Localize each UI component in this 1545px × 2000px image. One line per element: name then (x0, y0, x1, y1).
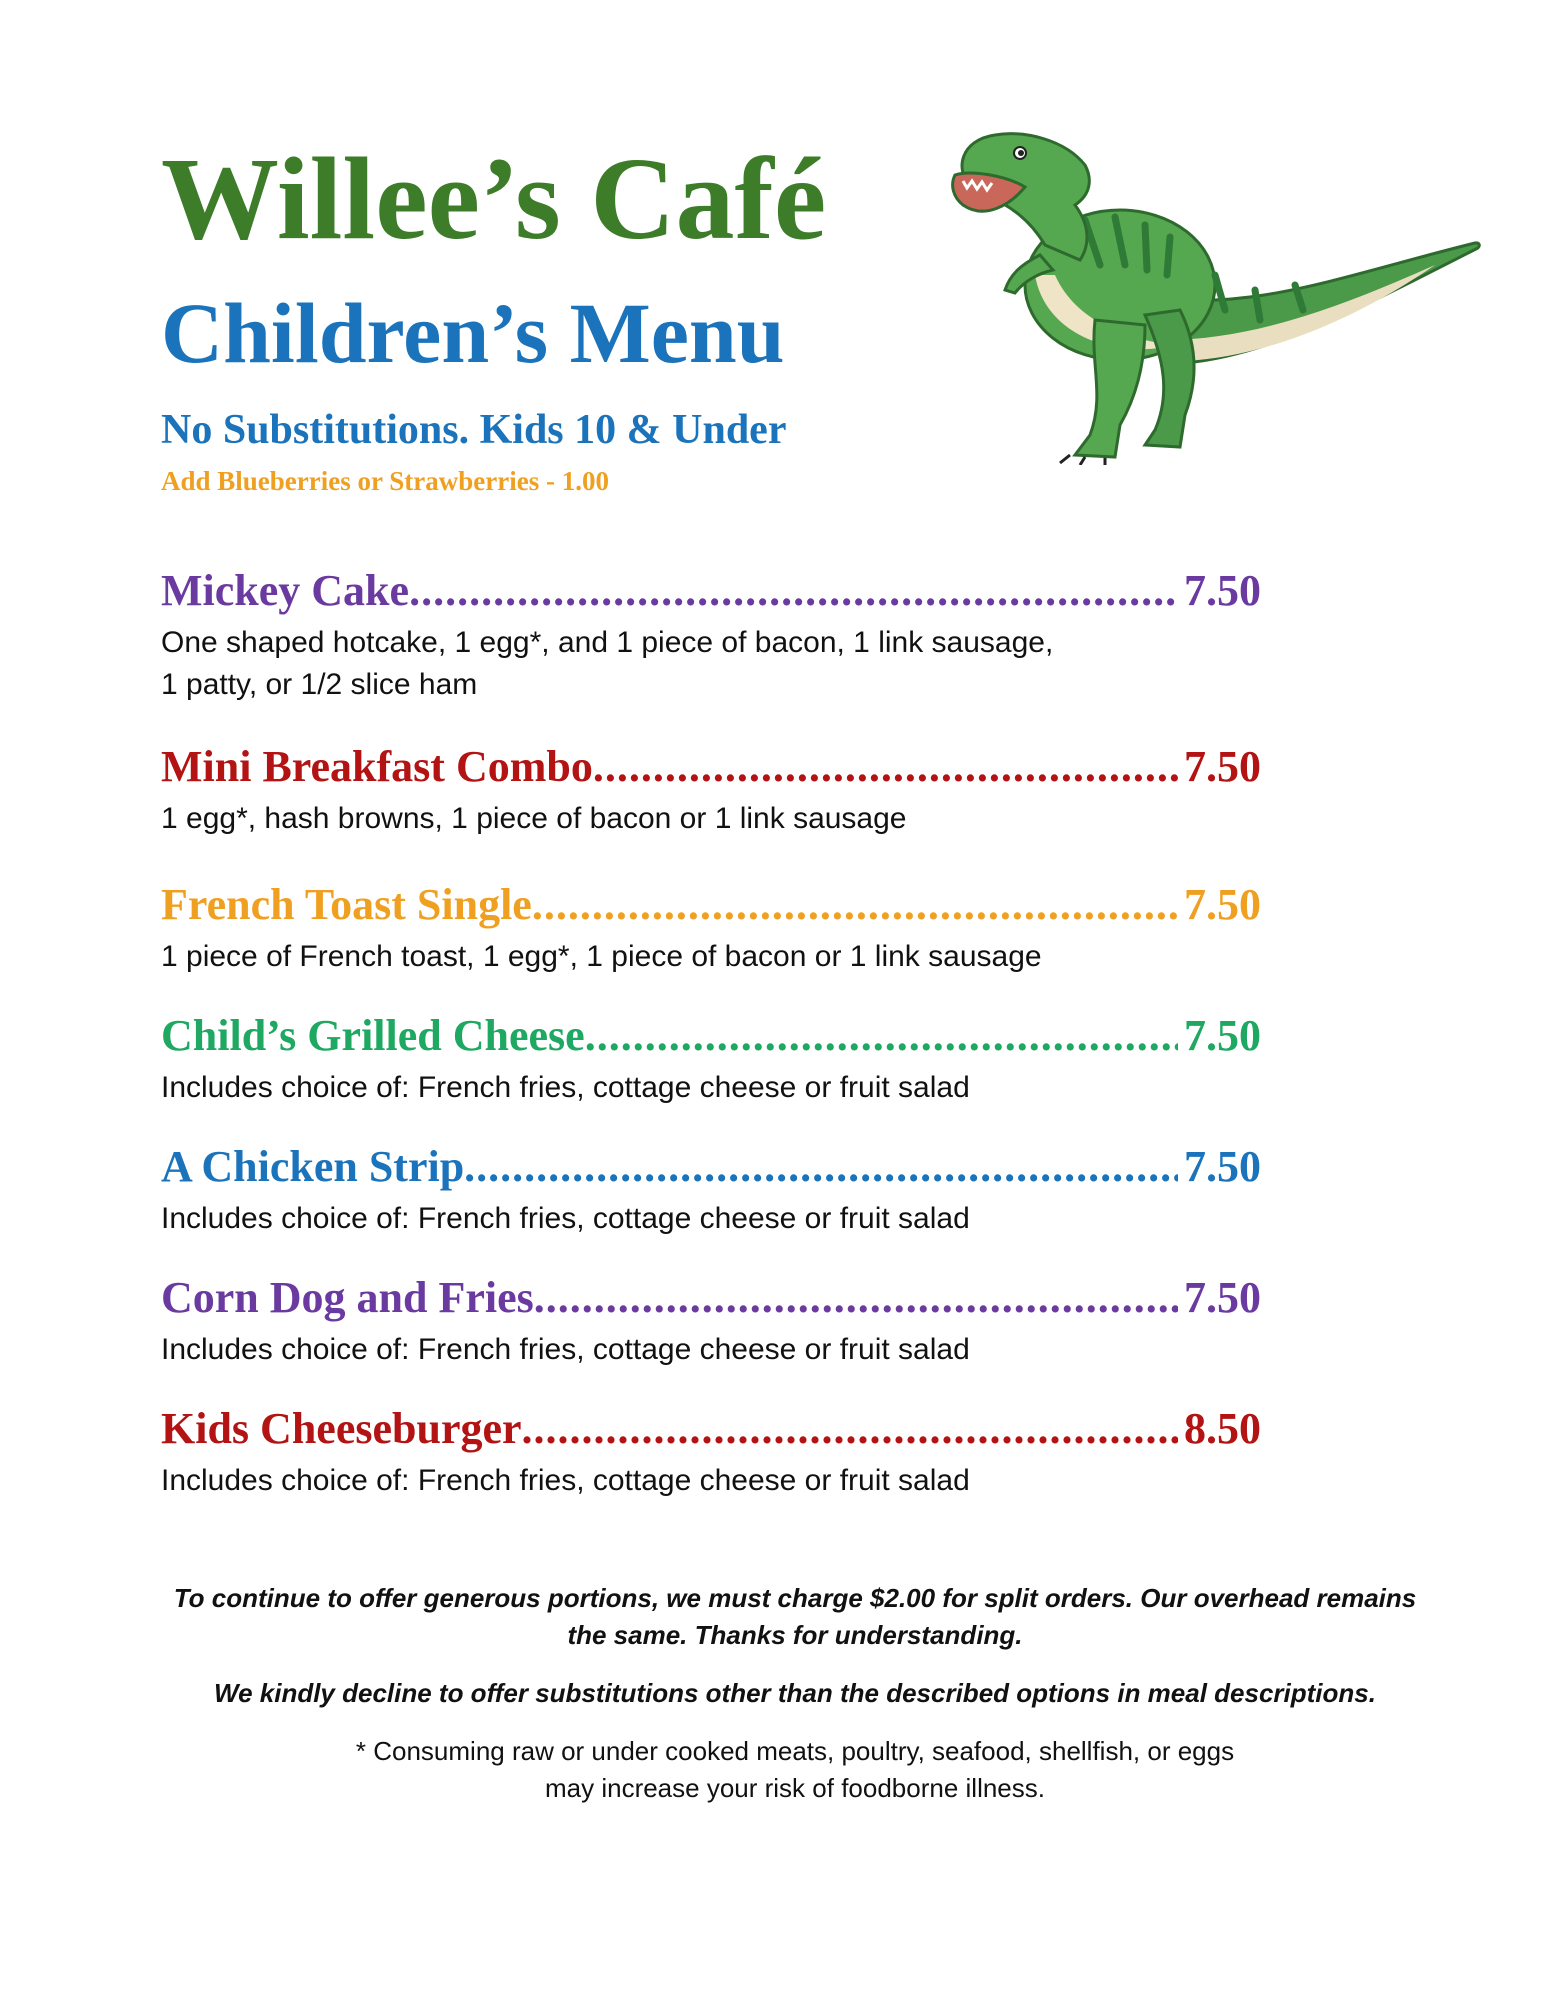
warning-line: * Consuming raw or under cooked meats, poultry, seafood, shellfish, or eggs (355, 1736, 1235, 1766)
item-price: 7.50 (1184, 1273, 1261, 1322)
item-title-line (161, 1141, 1261, 1192)
item-description (161, 1460, 1161, 1502)
menu-item-a-chicken-strip (161, 1141, 1261, 1240)
item-title-line (161, 1010, 1261, 1061)
item-description-line: Includes choice of: French fries, cottage cheese or fruit salad (161, 1464, 970, 1497)
dot-leader (593, 741, 1178, 792)
item-title-line (161, 565, 1261, 616)
item-description-line: Includes choice of: French fries, cottage cheese or fruit salad (161, 1071, 970, 1104)
item-description (161, 936, 1161, 978)
split-order-note-line: the same. Thanks for understanding. (567, 1620, 1023, 1650)
item-name: A Chicken Strip (161, 1142, 465, 1191)
split-order-note (150, 1580, 1440, 1654)
item-price: 7.50 (1184, 1142, 1261, 1191)
item-title-line (161, 741, 1261, 792)
dot-leader (532, 879, 1178, 930)
item-name: Child’s Grilled Cheese (161, 1011, 585, 1060)
cafe-name: Willee’s Café (161, 133, 827, 264)
addon-note: Add Blueberries or Strawberries - 1.00 (161, 466, 609, 496)
item-price: 7.50 (1184, 880, 1261, 929)
item-description (161, 1067, 1161, 1109)
dot-leader (409, 565, 1178, 616)
item-name: Mickey Cake (161, 566, 410, 615)
menu-item-mini-breakfast-combo (161, 741, 1261, 840)
menu-items-list (161, 565, 1261, 1502)
item-description-line: 1 piece of French toast, 1 egg*, 1 piece of bacon or 1 link sausage (161, 940, 1042, 973)
menu-item-mickey-cake (161, 565, 1261, 706)
dot-leader (464, 1141, 1178, 1192)
menu-subtitle: No Substitutions. Kids 10 & Under (161, 407, 787, 453)
item-description-line: One shaped hotcake, 1 egg*, and 1 piece of bacon, 1 link sausage, (161, 626, 1054, 659)
menu-item-kids-cheeseburger (161, 1403, 1261, 1502)
split-order-note-line: To continue to offer generous portions, we must charge $2.00 for split orders. Our overhead remains (173, 1583, 1417, 1613)
item-name: French Toast Single (161, 880, 532, 929)
item-description-line: Includes choice of: French fries, cottage cheese or fruit salad (161, 1333, 970, 1366)
item-name: Kids Cheeseburger (161, 1404, 522, 1453)
item-description (161, 622, 1161, 706)
item-price: 7.50 (1184, 742, 1261, 791)
item-name: Corn Dog and Fries (161, 1273, 534, 1322)
menu-header (161, 133, 961, 497)
menu-item-childs-grilled-cheese (161, 1010, 1261, 1109)
item-title-line (161, 1403, 1261, 1454)
menu-footer (150, 1580, 1440, 1807)
dot-leader (522, 1403, 1178, 1454)
foodborne-illness-warning (150, 1733, 1440, 1807)
item-description-line: Includes choice of: French fries, cottage cheese or fruit salad (161, 1202, 970, 1235)
menu-title: Children’s Menu (161, 285, 785, 381)
dot-leader (585, 1010, 1178, 1061)
item-description (161, 798, 1161, 840)
item-title-line (161, 879, 1261, 930)
item-description-line: 1 egg*, hash browns, 1 piece of bacon or 1 link sausage (161, 802, 907, 835)
item-price: 7.50 (1184, 1011, 1261, 1060)
dot-leader (534, 1272, 1178, 1323)
item-name: Mini Breakfast Combo (161, 742, 593, 791)
menu-item-corn-dog-and-fries (161, 1272, 1261, 1371)
item-description (161, 1329, 1161, 1371)
menu-item-french-toast-single (161, 879, 1261, 978)
item-title-line (161, 1272, 1261, 1323)
substitution-note: We kindly decline to offer substitutions other than the described options in meal descriptions. (214, 1678, 1376, 1708)
item-price: 7.50 (1184, 566, 1261, 615)
t-rex-illustration (915, 125, 1490, 465)
item-description-line: 1 patty, or 1/2 slice ham (161, 668, 478, 701)
item-description (161, 1198, 1161, 1240)
warning-line: may increase your risk of foodborne illness. (544, 1773, 1045, 1803)
item-price: 8.50 (1184, 1404, 1261, 1453)
